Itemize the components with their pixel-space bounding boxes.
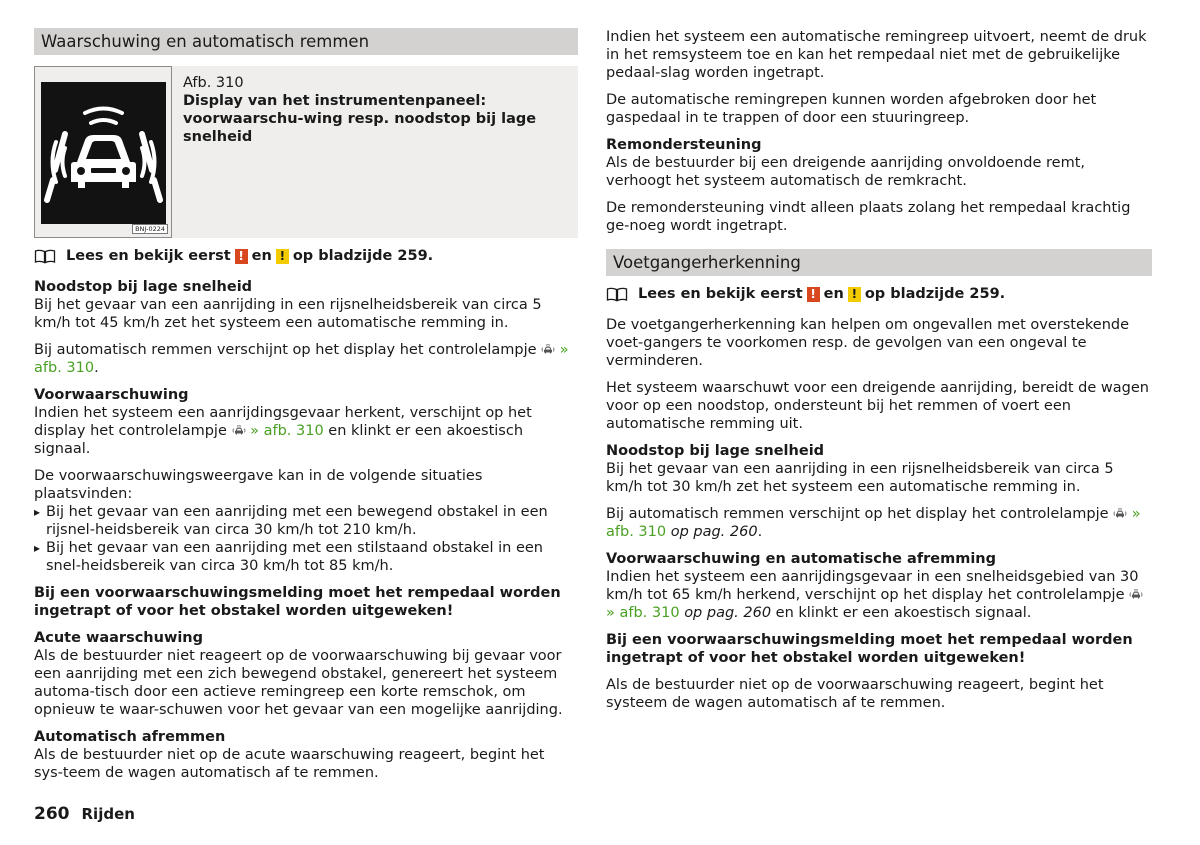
figure-link[interactable]: » afb. 310 bbox=[250, 423, 324, 439]
list-item: ▸ Bij het gevaar van een aanrijding met een bewegend obstakel in een rijsnel-heidsbereik van circa 30 km/h tot 210 km/h. bbox=[34, 503, 578, 539]
figure-number: Afb. 310 bbox=[183, 75, 244, 91]
figure-code: BNJ-0224 bbox=[132, 224, 168, 234]
automatisch-block bbox=[34, 728, 578, 782]
acute-text: Als de bestuurder niet reageert op de voorwaarschuwing bij gevaar voor een aanrijding met een zich bewegend obstakel, genereert het systeem automa-tisch door een actieve remingreep een korte remschok, om opnieuw te waar-schuwen voor het gevaar van een mogelijke aanrijding. bbox=[34, 648, 563, 718]
heading-voorwaarschuwing-afremming: Voorwaarschuwing en automatische afremming bbox=[606, 551, 997, 567]
reference-text-mid: en bbox=[823, 286, 844, 302]
voetganger-paragraph-2: Het systeem waarschuwt voor een dreigende aanrijding, bereidt de wagen voor op een noodstop, ondersteunt bij het remmen of voert een automatische remming uit. bbox=[606, 380, 1149, 432]
front-assist-lamp-icon bbox=[232, 425, 246, 436]
warning-paragraph: Bij een voorwaarschuwingsmelding moet het rempedaal worden ingetrapt of voor het obstakel worden uitgeweken! bbox=[34, 585, 561, 619]
voorwaarschuwing-text-post: en klinkt er een akoestisch signaal. bbox=[775, 605, 1032, 621]
noodstop-lamp-text: Bij automatisch remmen verschijnt op het display het controlelampje bbox=[34, 342, 537, 358]
voorwaarschuwing-block bbox=[606, 550, 1152, 622]
heading-automatisch: Automatisch afremmen bbox=[34, 729, 226, 745]
remondersteuning-text: Als de bestuurder bij een dreigende aanrijding onvoldoende remt, verhoogt het systeem automatisch de remkracht. bbox=[606, 155, 1086, 189]
chapter-title: Rijden bbox=[81, 805, 135, 823]
noodstop-block bbox=[34, 278, 578, 332]
situations-list bbox=[34, 503, 578, 575]
voorwaarschuwing-block bbox=[34, 386, 578, 458]
reference-line bbox=[34, 247, 578, 265]
figure-link[interactable]: » afb. 310 bbox=[606, 506, 1141, 540]
punctuation: . bbox=[94, 360, 99, 376]
section-header-warning-braking: Waarschuwing en automatisch remmen bbox=[34, 28, 578, 55]
left-column bbox=[34, 28, 578, 782]
figure-310 bbox=[34, 66, 578, 238]
yellow-warning-icon: ! bbox=[848, 287, 861, 302]
voetganger-paragraph-1: De voetgangerherkenning kan helpen om ongevallen met overstekende voet-gangers te voorkomen resp. de gevolgen van een ongeval te verminderen. bbox=[606, 317, 1130, 369]
reference-text-pre: Lees en bekijk eerst bbox=[638, 286, 803, 302]
acute-block bbox=[34, 629, 578, 719]
intro-paragraph-1: Indien het systeem een automatische remingreep uitvoert, neemt de druk in het remsysteem toe en kan het rempedaal niet met de gebruikelijke pedaal-slag worden ingetrapt. bbox=[606, 29, 1147, 81]
red-warning-icon: ! bbox=[235, 249, 248, 264]
front-assist-display-icon bbox=[41, 82, 166, 224]
noodstop-lamp-paragraph bbox=[34, 341, 578, 377]
situations-intro: De voorwaarschuwingsweergave kan in de volgende situaties plaatsvinden: bbox=[34, 468, 483, 502]
red-warning-icon: ! bbox=[807, 287, 820, 302]
page-reference: op pag. 260 bbox=[684, 605, 772, 621]
reference-text-pre: Lees en bekijk eerst bbox=[66, 248, 231, 264]
remondersteuning-block bbox=[606, 136, 1152, 190]
noodstop-lamp-paragraph bbox=[606, 505, 1152, 541]
front-assist-lamp-icon bbox=[1129, 589, 1143, 600]
figure-image bbox=[34, 66, 172, 238]
page-reference: op pag. 260 bbox=[670, 524, 758, 540]
voorwaarschuwing-text-post: en klinkt er een akoestisch signaal. bbox=[34, 423, 524, 457]
page-footer bbox=[34, 804, 135, 824]
voorwaarschuwing-text-pre: Indien het systeem een aanrijdingsgevaar herkent, verschijnt op het display het controlelampje bbox=[34, 405, 532, 439]
voorwaarschuwing-text bbox=[34, 404, 578, 458]
heading-noodstop: Noodstop bij lage snelheid bbox=[606, 443, 825, 459]
reference-text-post: op bladzijde 259. bbox=[864, 286, 1006, 302]
final-paragraph: Als de bestuurder niet op de voorwaarschuwing reageert, begint het systeem de wagen automatisch af te remmen. bbox=[606, 677, 1104, 711]
remondersteuning-text-2: De remondersteuning vindt alleen plaats zolang het rempedaal krachtig ge-noeg wordt ingetrapt. bbox=[606, 200, 1131, 234]
yellow-warning-icon: ! bbox=[276, 249, 289, 264]
list-item: ▸ Bij het gevaar van een aanrijding met een stilstaand obstakel in een snel-heidsbereik van circa 30 km/h tot 85 km/h. bbox=[34, 539, 578, 575]
heading-remondersteuning: Remondersteuning bbox=[606, 137, 762, 153]
heading-voorwaarschuwing: Voorwaarschuwing bbox=[34, 387, 189, 403]
front-assist-lamp-icon bbox=[1113, 508, 1127, 519]
figure-caption bbox=[183, 74, 568, 146]
punctuation: . bbox=[757, 524, 763, 540]
figure-link[interactable]: » afb. 310 bbox=[606, 605, 680, 621]
automatisch-text: Als de bestuurder niet op de acute waarschuwing reageert, begint het sys-teem de wagen automatisch af te remmen. bbox=[34, 747, 545, 781]
figure-title: Display van het instrumentenpaneel: voorwaarschu-wing resp. noodstop bij lage snelheid bbox=[183, 93, 537, 145]
reference-text-post: op bladzijde 259. bbox=[292, 248, 434, 264]
intro-paragraph-2: De automatische remingrepen kunnen worden afgebroken door het gaspedaal in te trappen of door een stuuringreep. bbox=[606, 92, 1097, 126]
reference-line bbox=[606, 285, 1152, 303]
situations-block bbox=[34, 467, 578, 575]
book-icon bbox=[606, 287, 628, 302]
reference-text-mid: en bbox=[251, 248, 272, 264]
book-icon bbox=[34, 249, 56, 264]
page-number: 260 bbox=[34, 804, 70, 824]
noodstop-lamp-text: Bij automatisch remmen verschijnt op het display het controlelampje bbox=[606, 506, 1109, 522]
figure-link[interactable]: » afb. 310 bbox=[34, 342, 569, 376]
front-assist-lamp-icon bbox=[541, 344, 555, 355]
right-column bbox=[606, 28, 1152, 712]
voorwaarschuwing-text bbox=[606, 568, 1152, 622]
noodstop-block bbox=[606, 442, 1152, 496]
heading-noodstop: Noodstop bij lage snelheid bbox=[34, 279, 253, 295]
heading-acute: Acute waarschuwing bbox=[34, 630, 204, 646]
noodstop-text: Bij het gevaar van een aanrijding in een rijsnelheidsbereik van circa 5 km/h tot 30 km/h zet het systeem een automatische remming in. bbox=[606, 461, 1114, 495]
section-header-voetganger: Voetgangerherkenning bbox=[606, 249, 1152, 276]
noodstop-text: Bij het gevaar van een aanrijding in een rijsnelheidsbereik van circa 5 km/h tot 45 km/h zet het systeem een automatische remming in. bbox=[34, 297, 542, 331]
warning-paragraph: Bij een voorwaarschuwingsmelding moet het rempedaal worden ingetrapt of voor het obstakel worden uitgeweken! bbox=[606, 632, 1133, 666]
voorwaarschuwing-text-pre: Indien het systeem een aanrijdingsgevaar in een snelheidsgebied van 30 km/h tot 65 km/h herkend, verschijnt op het display het controlelampje bbox=[606, 569, 1139, 603]
instrument-display bbox=[41, 82, 166, 224]
